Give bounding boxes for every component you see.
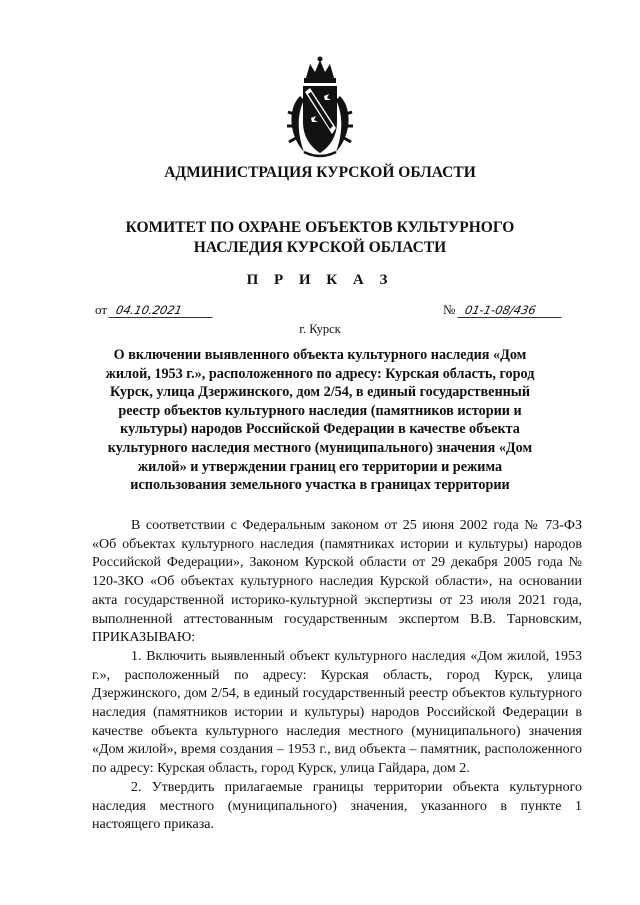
number-value: 01-1-08/436 [457,303,564,318]
order-date [95,302,214,318]
preamble-paragraph: В соответствии с Федеральным законом от 25 июня 2002 года № 73-ФЗ «Об объектах культурного наследия (памятниках истории и культуры) народов Российской Федерации», Законом Курской области от 29 декабря 2005 года № 120-ЗКО «Об объектах культурного наследия Курской области», на основании акта государственной историко-культурной экспертизы от 23 июля 2021 года, выполненной аттестованным государственным экспертом В.В. Тарновским, ПРИКАЗЫВАЮ: [92,518,582,646]
date-value: 04.10.2021 [109,303,216,318]
org-name: АДМИНИСТРАЦИЯ КУРСКОЙ ОБЛАСТИ [164,164,476,181]
committee-name [0,218,640,258]
coat-of-arms-icon [284,56,356,160]
document-type: П Р И К А З [246,272,394,288]
date-prefix: от [95,302,108,317]
number-prefix: № [443,302,456,317]
order-number [443,302,563,318]
order-title: О включении выявленного объекта культурного наследия «Дом жилой, 1953 г.», расположенного по адресу: Курская область, город Курск, улица Дзержинского, дом 2/54, в единый государственный реестр объектов культурного наследия (памятников истории и культуры) народов Российской Федерации в качестве объекта культурного наследия местного (муниципального) значения «Дом жилой» и утверждении границ его территории и режима использования земельного участка в границах территории [105,347,535,494]
city: г. Курск [299,322,341,336]
order-body [92,517,582,835]
clause-2-paragraph: 2. Утвердить прилагаемые границы территории объекта культурного наследия местного (муниципального) значения, указанного в пункте 1 настоящего приказа. [92,779,582,833]
committee-text: КОМИТЕТ ПО ОХРАНЕ ОБЪЕКТОВ КУЛЬТУРНОГО НАСЛЕДИЯ КУРСКОЙ ОБЛАСТИ [125,219,515,256]
clause-1-paragraph: 1. Включить выявленный объект культурного наследия «Дом жилой, 1953 г.», расположенный по адресу: Курская область, город Курск, улица Дзержинского, дом 2/54, в единый государственный реестр объектов культурного наследия (памятников истории и культуры) народов Российской Федерации в качестве объекта культурного наследия местного (муниципального) значения «Дом жилой», время создания – 1953 г., вид объекта – памятник, расположенного по адресу: Курская область, город Курск, улица Гайдара, дом 2. [92,648,582,777]
